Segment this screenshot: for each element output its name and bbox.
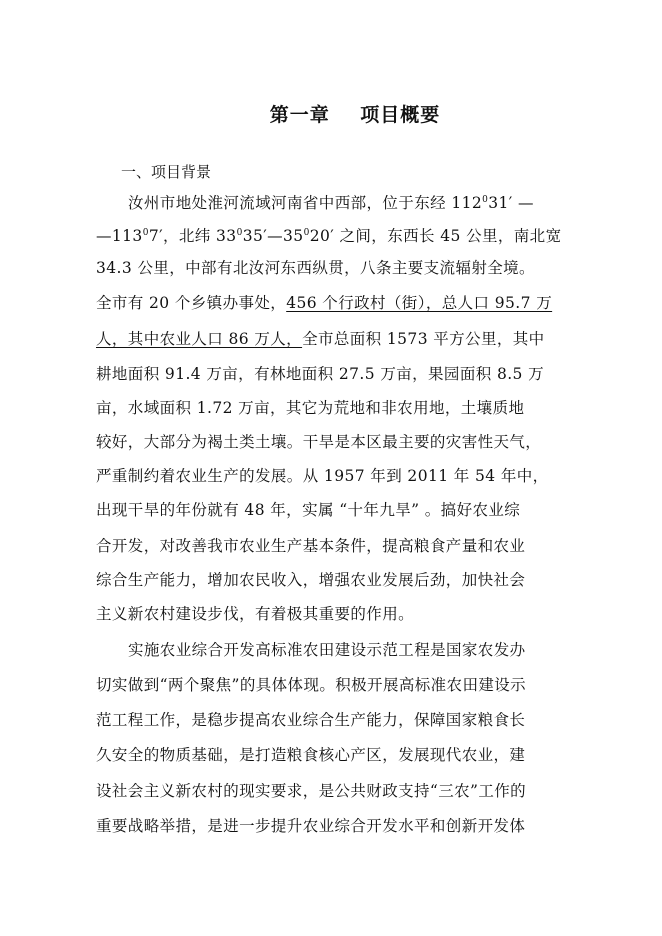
text-line: 重要战略举措，是进一步提升农业综合开发水平和创新开发体 <box>96 817 526 835</box>
text-line: 范工程工作，是稳步提高农业综合生产能力，保障国家粮食长 <box>96 711 526 729</box>
text-line: 人，其中农业人口 86 万人，全市总面积 1573 平方公里，其中 <box>96 330 545 348</box>
text-line: $—113^07'$，北纬 $33^035'—35^020'$ 之间，东西长 45 公里，南北宽 <box>96 227 562 245</box>
text-line: 亩，水域面积 1.72 万亩，其它为荒地和非农用地，土壤质地 <box>96 399 525 417</box>
text-line: 严重制约着农业生产的发展。从 1957 年到 2011 年 54 年中， <box>96 467 549 485</box>
text-line: 合开发，对改善我市农业生产基本条件，提高粮食产量和农业 <box>96 537 526 555</box>
text-line: 34.3 公里，中部有北汝河东西纵贯，八条主要支流辐射全境。 <box>96 259 535 277</box>
text-line: 耕地面积 91.4 万亩，有林地面积 27.5 万亩，果园面积 8.5 万 <box>96 365 545 383</box>
underlined-text: 456 个行政村（街），总人口 95.7 万 <box>286 294 553 312</box>
text-line: 主义新农村建设步伐，有着极其重要的作用。 <box>96 605 415 623</box>
text-line: 设社会主义新农村的现实要求，是公共财政支持“三农”工作的 <box>96 782 527 800</box>
text-line: 综合生产能力，增加农民收入，增强农业发展后劲，加快社会 <box>96 571 526 589</box>
text-line: 汝州市地处淮河流域河南省中西部，位于东经 $112^031'$ — <box>128 194 534 212</box>
text-line: 切实做到“两个聚焦”的具体体现。积极开展高标准农田建设示 <box>96 676 527 694</box>
section-heading: 一、项目背景 <box>121 163 212 181</box>
text-line: 出现干旱的年份就有 48 年，实属 “十年九旱” 。搞好农业综 <box>96 501 521 519</box>
text-line: 实施农业综合开发高标准农田建设示范工程是国家农发办 <box>128 641 526 659</box>
underlined-text: 人，其中农业人口 86 万人， <box>96 330 303 348</box>
text-line: 久安全的物质基础，是打造粮食核心产区，发展现代农业，建 <box>96 746 526 764</box>
text-line: 全市有 20 个乡镇办事处，456 个行政村（街），总人口 95.7 万 <box>96 294 553 312</box>
chapter-title: 第一章 项目概要 <box>269 104 441 126</box>
text-line: 较好，大部分为褐土类土壤。干旱是本区最主要的灾害性天气， <box>96 433 542 451</box>
